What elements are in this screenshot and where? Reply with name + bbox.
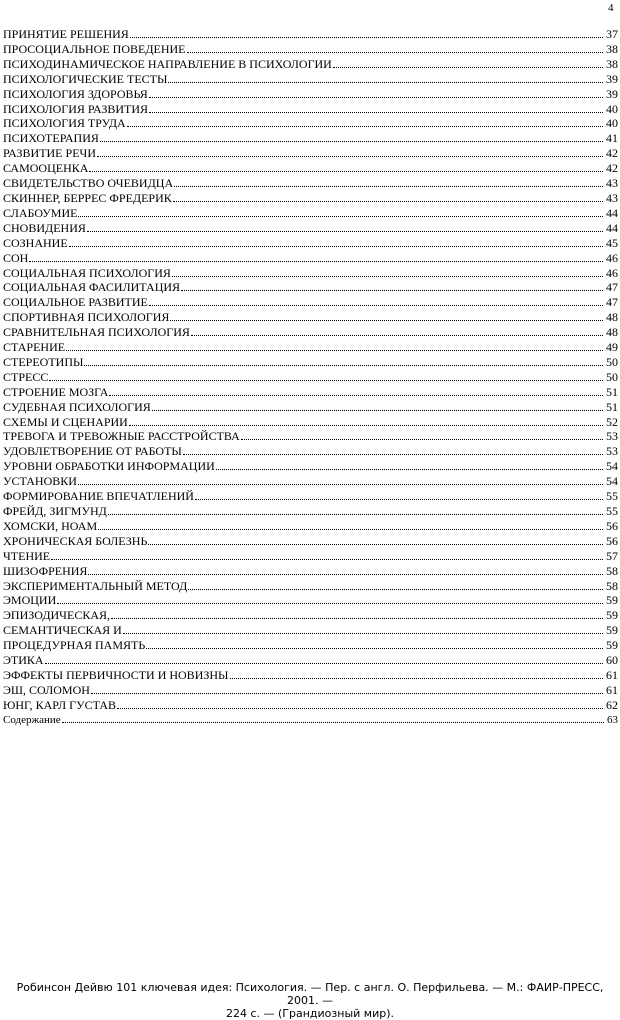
toc-entry-page: 61: [606, 682, 618, 697]
toc-entry-title: СНОВИДЕНИЯ: [3, 220, 86, 235]
toc-entry-title: СРАВНИТЕЛЬНАЯ ПСИХОЛОГИЯ: [3, 325, 190, 340]
toc-entry[interactable]: [3, 504, 618, 519]
toc-dot-leader: [109, 394, 603, 396]
toc-entry[interactable]: [3, 415, 618, 430]
toc-dot-leader: [78, 215, 603, 217]
toc-dot-leader: [191, 334, 603, 336]
toc-dot-leader: [84, 364, 603, 366]
toc-entry-page: 51: [606, 384, 618, 399]
toc-entry-title: САМООЦЕНКА: [3, 161, 89, 176]
toc-entry-page: 53: [606, 444, 618, 459]
toc-entry-title: СТРЕСС: [3, 369, 49, 384]
toc-dot-leader: [152, 409, 603, 411]
toc-entry[interactable]: [3, 549, 618, 564]
toc-entry-page: 39: [606, 86, 618, 101]
toc-entry[interactable]: [3, 370, 618, 385]
toc-entry-page: 48: [606, 325, 618, 340]
toc-entry[interactable]: [3, 325, 618, 340]
toc-entry-page: 47: [606, 295, 618, 310]
toc-entry[interactable]: [3, 57, 618, 72]
toc-dot-leader: [66, 349, 603, 351]
toc-entry[interactable]: [3, 72, 618, 87]
toc-entry-title: ТРЕВОГА И ТРЕВОЖНЫЕ РАССТРОЙСТВА: [3, 429, 240, 444]
toc-entry-title: ФРЕЙД, ЗИГМУНД: [3, 504, 107, 518]
toc-dot-leader: [69, 245, 603, 247]
toc-entry-page: 39: [606, 71, 618, 86]
toc-entry-page: 63: [607, 713, 618, 726]
toc-entry-title: СПОРТИВНАЯ ПСИХОЛОГИЯ: [3, 310, 170, 325]
toc-dot-leader: [172, 275, 603, 277]
toc-dot-leader: [181, 289, 603, 291]
toc-entry-page: 55: [606, 504, 618, 518]
toc-entry-page: 40: [606, 101, 618, 116]
toc-entry-page: 53: [606, 429, 618, 444]
toc-dot-leader: [62, 721, 604, 723]
toc-entry[interactable]: [3, 146, 618, 161]
toc-entry-title: ЧТЕНИЕ: [3, 548, 51, 563]
toc-dot-leader: [149, 96, 603, 98]
toc-entry-page: 54: [606, 474, 618, 489]
toc-entry[interactable]: [3, 131, 618, 146]
toc-entry-title: ПСИХОЛОГИЧЕСКИЕ ТЕСТЫ: [3, 71, 168, 86]
toc-dot-leader: [173, 200, 603, 202]
toc-entry[interactable]: [3, 668, 618, 683]
toc-entry[interactable]: [3, 429, 618, 444]
toc-entry-title: УДОВЛЕТВОРЕНИЕ ОТ РАБОТЫ: [3, 444, 182, 459]
toc-entry[interactable]: [3, 579, 618, 594]
toc-entry[interactable]: [3, 564, 618, 579]
toc-dot-leader: [78, 483, 603, 485]
footer-citation-line-1: Робинсон Дейвю 101 ключевая идея: Психология. — Пер. с англ. О. Перфильева. — М.: ФАИР-ПРЕСС, 2001. —: [16, 981, 604, 1007]
toc-entry-title: СОЦИАЛЬНОЕ РАЗВИТИЕ: [3, 295, 148, 310]
toc-dot-leader: [117, 707, 603, 709]
toc-entry-page: 59: [606, 623, 618, 638]
toc-entry-title: Содержание: [3, 713, 61, 726]
toc-dot-leader: [188, 588, 603, 590]
toc-entry-title: СТРОЕНИЕ МОЗГА: [3, 384, 109, 399]
toc-entry-title: СТЕРЕОТИПЫ: [3, 354, 84, 369]
toc-entry-page: 40: [606, 116, 618, 131]
toc-entry-page: 43: [606, 176, 618, 191]
toc-entry[interactable]: [3, 623, 618, 638]
toc-entry-page: 61: [606, 667, 618, 682]
toc-entry[interactable]: [3, 87, 618, 102]
toc-entry-title: ЭФФЕКТЫ ПЕРВИЧНОСТИ И НОВИЗНЫ: [3, 667, 229, 682]
toc-entry-title: ЭПИЗОДИЧЕСКАЯ,: [3, 608, 110, 623]
toc-entry-title: ЭМОЦИИ: [3, 593, 57, 608]
toc-dot-leader: [51, 558, 603, 560]
toc-entry[interactable]: [3, 161, 618, 176]
toc-entry[interactable]: [3, 638, 618, 653]
toc-dot-leader: [97, 155, 603, 157]
toc-entry[interactable]: [3, 400, 618, 415]
toc-entry-page: 52: [606, 414, 618, 429]
toc-entry-title: ФОРМИРОВАНИЕ ВПЕЧАТЛЕНИЙ: [3, 489, 194, 504]
toc-dot-leader: [108, 513, 603, 515]
toc-entry-page: 59: [606, 638, 618, 653]
toc-dot-leader: [98, 528, 603, 530]
toc-entry-title: ШИЗОФРЕНИЯ: [3, 563, 88, 578]
toc-dot-leader: [174, 185, 603, 187]
toc-entry[interactable]: [3, 698, 618, 713]
toc-entry-title: УРОВНИ ОБРАБОТКИ ИНФОРМАЦИИ: [3, 459, 215, 474]
toc-entry[interactable]: [3, 683, 618, 698]
toc-entry-page: 60: [606, 653, 618, 668]
toc-dot-leader: [170, 319, 603, 321]
toc-dot-leader: [146, 647, 603, 649]
toc-entry-page: 55: [606, 489, 618, 504]
toc-entry[interactable]: [3, 310, 618, 325]
toc-entry-title: СВИДЕТЕЛЬСТВО ОЧЕВИДЦА: [3, 176, 174, 191]
toc-entry[interactable]: [3, 653, 618, 668]
toc-entry-page: 42: [606, 161, 618, 176]
toc-dot-leader: [148, 543, 603, 545]
toc-entry[interactable]: [3, 385, 618, 400]
toc-entry-title: СЛАБОУМИЕ: [3, 205, 78, 220]
toc-entry[interactable]: [3, 489, 618, 504]
toc-entry-title: СОЗНАНИЕ: [3, 235, 68, 250]
toc-entry[interactable]: [3, 444, 618, 459]
toc-dot-leader: [91, 692, 603, 694]
toc-entry-title: ЭТИКА: [3, 653, 44, 668]
toc-entry-page: 46: [606, 250, 618, 265]
toc-entry-title: ПРОСОЦИАЛЬНОЕ ПОВЕДЕНИЕ: [3, 41, 186, 56]
toc-dot-leader: [230, 677, 604, 679]
toc-entry-title: СУДЕБНАЯ ПСИХОЛОГИЯ: [3, 399, 151, 414]
page-number: 4: [608, 2, 614, 14]
toc-entry-page: 51: [606, 399, 618, 414]
toc-dot-leader: [149, 111, 603, 113]
toc-dot-leader: [183, 453, 603, 455]
toc-entry-title: ХРОНИЧЕСКАЯ БОЛЕЗНЬ: [3, 533, 148, 548]
toc-entry-page: 37: [606, 27, 618, 41]
footer-citation-line-2: 224 с. — (Грандиозный мир).: [225, 1007, 395, 1020]
toc-entry-title: ЭШ, СОЛОМОН: [3, 682, 90, 697]
toc-entry[interactable]: [3, 355, 618, 370]
toc-entry[interactable]: [3, 27, 618, 42]
toc-entry[interactable]: [3, 340, 618, 355]
toc-entry-page: 59: [606, 608, 618, 623]
toc-entry-page: 58: [606, 578, 618, 593]
toc-entry-page: 57: [606, 548, 618, 563]
toc-entry-title: ПСИХОЛОГИЯ ЗДОРОВЬЯ: [3, 86, 148, 101]
toc-entry[interactable]: [3, 221, 618, 236]
toc-entry-title: СОЦИАЛЬНАЯ ПСИХОЛОГИЯ: [3, 265, 171, 280]
toc-entry-title: СЕМАНТИЧЕСКАЯ И: [3, 623, 122, 638]
page-footer: [0, 981, 620, 1020]
toc-entry-page: 54: [606, 459, 618, 474]
toc-entry-title: ПСИХОЛОГИЯ ТРУДА: [3, 116, 126, 131]
toc-entry[interactable]: [3, 102, 618, 117]
toc-dot-leader: [127, 125, 603, 127]
toc-entry-title: ЮНГ, КАРЛ ГУСТАВ: [3, 697, 117, 712]
toc-dot-leader: [129, 424, 603, 426]
toc-dot-leader: [333, 66, 603, 68]
toc-entry[interactable]: [3, 42, 618, 57]
toc-entry-title: СОН: [3, 250, 29, 265]
toc-entry[interactable]: [3, 713, 618, 728]
toc-entry-title: СТАРЕНИЕ: [3, 340, 66, 355]
toc-entry-page: 38: [606, 41, 618, 56]
toc-entry-title: ПРИНЯТИЕ РЕШЕНИЯ: [3, 27, 129, 41]
toc-dot-leader: [87, 230, 603, 232]
toc-entry-page: 58: [606, 563, 618, 578]
toc-entry-page: 44: [606, 205, 618, 220]
toc-dot-leader: [45, 662, 603, 664]
toc-dot-leader: [57, 602, 603, 604]
toc-entry-title: СКИННЕР, БЕРРЕС ФРЕДЕРИК: [3, 190, 172, 205]
toc-entry[interactable]: [3, 280, 618, 295]
toc-dot-leader: [88, 573, 603, 575]
toc-dot-leader: [49, 379, 603, 381]
toc-entry[interactable]: [3, 608, 618, 623]
toc-entry-page: 43: [606, 190, 618, 205]
toc-entry-page: 42: [606, 146, 618, 161]
toc-entry-title: УСТАНОВКИ: [3, 474, 77, 489]
toc-dot-leader: [111, 617, 603, 619]
toc-entry[interactable]: [3, 191, 618, 206]
toc-dot-leader: [89, 170, 603, 172]
toc-entry-title: СХЕМЫ И СЦЕНАРИИ: [3, 414, 128, 429]
toc-entry-page: 38: [606, 56, 618, 71]
toc-dot-leader: [29, 260, 603, 262]
toc-entry[interactable]: [3, 593, 618, 608]
toc-entry[interactable]: [3, 116, 618, 131]
toc-entry-page: 48: [606, 310, 618, 325]
toc-entry-page: 50: [606, 369, 618, 384]
toc-dot-leader: [149, 304, 603, 306]
toc-dot-leader: [100, 140, 603, 142]
toc-dot-leader: [168, 81, 603, 83]
toc-dot-leader: [123, 632, 603, 634]
toc-entry-page: 45: [606, 235, 618, 250]
toc-entry[interactable]: [3, 266, 618, 281]
table-of-contents: [3, 27, 618, 728]
toc-dot-leader: [195, 498, 603, 500]
toc-entry-page: 50: [606, 354, 618, 369]
toc-dot-leader: [187, 51, 603, 53]
toc-entry[interactable]: [3, 176, 618, 191]
toc-entry[interactable]: [3, 534, 618, 549]
toc-entry-page: 44: [606, 220, 618, 235]
toc-dot-leader: [130, 36, 603, 38]
toc-entry-title: ПСИХОЛОГИЯ РАЗВИТИЯ: [3, 101, 149, 116]
toc-entry[interactable]: [3, 459, 618, 474]
toc-entry-title: СОЦИАЛЬНАЯ ФАСИЛИТАЦИЯ: [3, 280, 181, 295]
toc-entry-title: ПСИХОДИНАМИЧЕСКОЕ НАПРАВЛЕНИЕ В ПСИХОЛОГИИ: [3, 56, 332, 71]
toc-dot-leader: [216, 468, 603, 470]
toc-entry[interactable]: [3, 251, 618, 266]
toc-entry[interactable]: [3, 236, 618, 251]
toc-entry[interactable]: [3, 474, 618, 489]
toc-entry[interactable]: [3, 519, 618, 534]
toc-entry[interactable]: [3, 206, 618, 221]
toc-entry-page: 46: [606, 265, 618, 280]
toc-entry-page: 59: [606, 593, 618, 608]
toc-entry-title: ЭКСПЕРИМЕНТАЛЬНЫЙ МЕТОД: [3, 578, 188, 593]
toc-entry-page: 49: [606, 340, 618, 355]
toc-entry-page: 47: [606, 280, 618, 295]
toc-entry-page: 62: [606, 697, 618, 712]
toc-entry-title: ПРОЦЕДУРНАЯ ПАМЯТЬ: [3, 638, 146, 653]
toc-entry[interactable]: [3, 295, 618, 310]
toc-entry-title: ПСИХОТЕРАПИЯ: [3, 131, 99, 146]
toc-entry-page: 41: [606, 131, 618, 146]
toc-entry-title: РАЗВИТИЕ РЕЧИ: [3, 146, 96, 161]
toc-dot-leader: [241, 438, 603, 440]
toc-entry-page: 56: [606, 533, 618, 548]
toc-entry-title: ХОМСКИ, НОАМ: [3, 518, 98, 533]
toc-entry-page: 56: [606, 518, 618, 533]
